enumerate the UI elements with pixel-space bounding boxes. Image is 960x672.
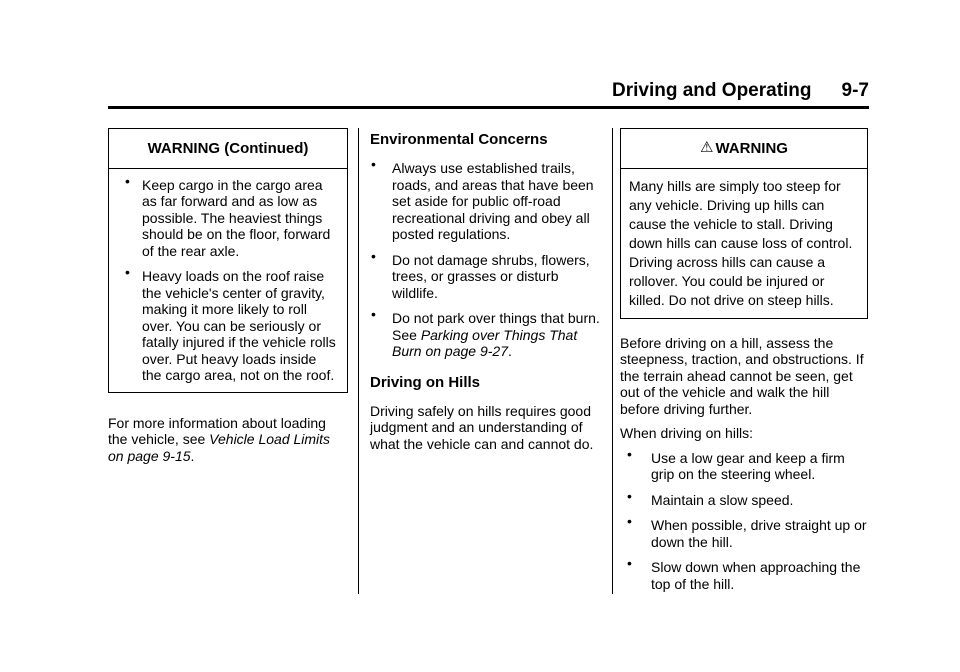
list-item: • Do not damage shrubs, flowers, trees, or grasses or disturb wildlife. bbox=[371, 247, 590, 301]
list-item: • When possible, drive straight up or down the hill. bbox=[627, 513, 867, 550]
bullet-icon: • bbox=[627, 513, 632, 529]
warning-bullet-list bbox=[117, 172, 339, 384]
warning-box bbox=[620, 128, 868, 319]
warning-title: ⚠ WARNING bbox=[621, 129, 867, 169]
when-driving-paragraph: When driving on hills: bbox=[620, 425, 754, 441]
list-item: • Keep cargo in the cargo area as far forward and as low as possible. The heaviest things should be on the floor, forward of the rear axle. bbox=[125, 172, 331, 259]
column-1 bbox=[108, 128, 348, 472]
page-title bbox=[612, 80, 869, 102]
list-item: • Maintain a slow speed. bbox=[627, 487, 794, 508]
hill-driving-bullet-list bbox=[620, 445, 870, 593]
cross-reference-link[interactable]: Vehicle Load Limits on page 9‑15 bbox=[108, 431, 331, 464]
list-item: • Always use established trails, roads, and areas that have been set aside for public off-road recreational driving and obey all posted regulations. bbox=[371, 156, 594, 242]
hill-assessment-paragraph: Before driving on a hill, assess the steepness, traction, and obstructions. If the terrain ahead cannot be seen, get out of the vehicle and walk the hill before driving further. bbox=[620, 334, 864, 417]
column-divider-2 bbox=[612, 128, 613, 594]
warning-continued-title: WARNING (Continued) bbox=[109, 129, 347, 169]
page-number: 9-7 bbox=[841, 80, 869, 101]
environmental-bullet-list bbox=[370, 156, 606, 360]
page-header bbox=[108, 80, 869, 102]
loading-info-paragraph: For more information about loading the vehicle, see Vehicle Load Limits on page 9‑15. bbox=[108, 414, 331, 464]
header-rule bbox=[108, 106, 869, 109]
environmental-concerns-heading: Environmental Concerns bbox=[370, 131, 548, 148]
section-title: Driving and Operating bbox=[612, 80, 812, 101]
cross-reference-link[interactable]: Parking over Things That Burn on page 9‑27 bbox=[392, 326, 578, 359]
driving-on-hills-heading: Driving on Hills bbox=[370, 373, 481, 391]
warning-body: Many hills are simply too steep for any vehicle. Driving up hills can cause the vehicle to stall. Driving down hills can cause loss of control. Driving across hills can cause a rollover. You could be injured or killed. Do not drive on steep hills. bbox=[629, 177, 853, 308]
bullet-icon: • bbox=[371, 247, 376, 264]
warning-triangle-icon: ⚠ bbox=[700, 139, 714, 156]
list-item: • Heavy loads on the roof raise the vehicle's center of gravity, making it more likely to roll over. You can be seriously or fatally injured if the vehicle rolls over. Put heavy loads inside the cargo area, not on the roof. bbox=[125, 264, 336, 383]
column-2 bbox=[370, 128, 606, 460]
bullet-icon: • bbox=[627, 487, 632, 504]
column-divider-1 bbox=[358, 128, 359, 594]
list-item: • Slow down when approaching the top of the hill. bbox=[627, 555, 861, 592]
warning-continued-box bbox=[108, 128, 348, 393]
bullet-icon: • bbox=[125, 172, 130, 189]
column-3 bbox=[620, 128, 870, 592]
bullet-icon: • bbox=[371, 306, 376, 322]
hills-intro-paragraph: Driving safely on hills requires good judgment and an understanding of what the vehicle can and cannot do. bbox=[370, 402, 594, 452]
warning-continued-body bbox=[109, 169, 347, 392]
bullet-icon: • bbox=[125, 264, 130, 280]
bullet-icon: • bbox=[627, 555, 632, 571]
list-item: • Use a low gear and keep a firm grip on the steering wheel. bbox=[627, 445, 845, 482]
bullet-icon: • bbox=[371, 156, 376, 172]
bullet-icon: • bbox=[627, 445, 632, 462]
list-item: • Do not park over things that burn. See Parking over Things That Burn on page 9‑27. bbox=[371, 306, 600, 359]
